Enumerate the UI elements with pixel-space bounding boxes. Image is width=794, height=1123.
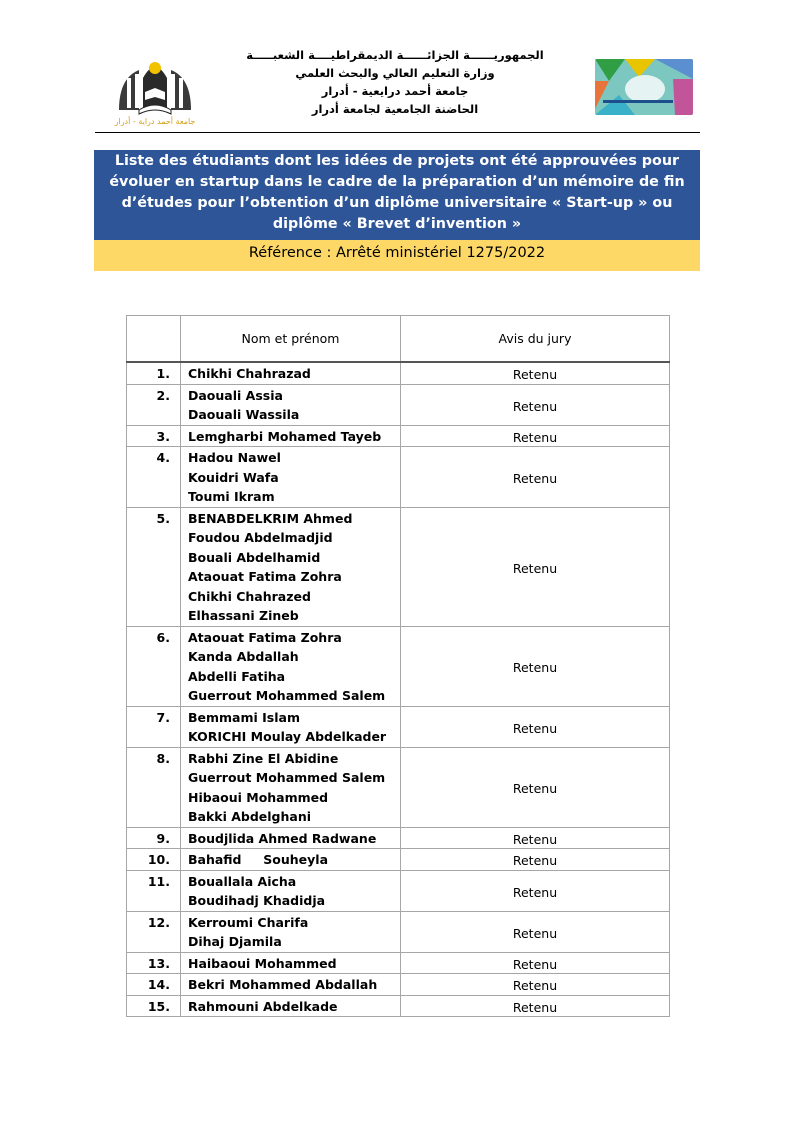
jury-decision: Retenu bbox=[401, 827, 670, 849]
row-number-text: 9. bbox=[156, 830, 170, 846]
row-number bbox=[127, 827, 181, 849]
student-name: Bouali Abdelhamid bbox=[188, 549, 321, 565]
student-name: Boudjlida Ahmed Radwane bbox=[188, 830, 377, 846]
row-number bbox=[127, 706, 181, 747]
student-name: Bouallala Aicha bbox=[188, 873, 297, 889]
student-name: Ataouat Fatima Zohra bbox=[188, 569, 342, 584]
jury-decision: Retenu bbox=[401, 974, 670, 996]
university-logo-icon bbox=[109, 48, 201, 126]
student-name: Foudou Abdelmadjid bbox=[188, 530, 333, 545]
title-text bbox=[94, 150, 700, 240]
row-number-text: 12. bbox=[147, 914, 170, 930]
row-number bbox=[127, 952, 181, 974]
title-line: diplôme « Brevet d’invention » bbox=[272, 216, 522, 232]
students-table bbox=[126, 315, 670, 1017]
student-name: Guerrout Mohammed Salem bbox=[188, 688, 386, 703]
header-avis: Avis du jury bbox=[401, 316, 670, 363]
jury-decision: Retenu bbox=[401, 747, 670, 827]
student-name: Bekri Mohammed Abdallah bbox=[188, 977, 378, 992]
student-names bbox=[181, 507, 401, 626]
row-number-text: 10. bbox=[147, 852, 170, 867]
table-row bbox=[127, 447, 670, 508]
student-name: Ataouat Fatima Zohra bbox=[188, 629, 342, 645]
student-name: Daouali Wassila bbox=[188, 407, 300, 422]
student-name: Boudihadj Khadidja bbox=[188, 893, 326, 908]
jury-decision: Retenu bbox=[401, 849, 670, 871]
student-name: Daouali Assia bbox=[188, 387, 283, 403]
table-row bbox=[127, 827, 670, 849]
student-name: Chikhi Chahrazad bbox=[188, 366, 311, 381]
row-number-text: 6. bbox=[156, 629, 170, 645]
table-row bbox=[127, 911, 670, 952]
student-name: KORICHI Moulay Abdelkader bbox=[188, 729, 387, 744]
student-name: Abdelli Fatiha bbox=[188, 668, 286, 684]
row-number-text: 5. bbox=[156, 510, 170, 526]
student-names bbox=[181, 425, 401, 447]
jury-decision: Retenu bbox=[401, 384, 670, 425]
row-number bbox=[127, 507, 181, 626]
jury-decision: Retenu bbox=[401, 362, 670, 384]
row-number bbox=[127, 425, 181, 447]
row-number-text: 14. bbox=[147, 977, 170, 992]
student-name: Elhassani Zineb bbox=[188, 608, 299, 623]
student-name: Rabhi Zine El Abidine bbox=[188, 750, 339, 766]
jury-decision: Retenu bbox=[401, 870, 670, 911]
title-line: évoluer en startup dans le cadre de la préparation d’un mémoire de fin bbox=[109, 174, 685, 190]
student-name: Lemgharbi Mohamed Tayeb bbox=[188, 428, 382, 444]
table-row bbox=[127, 849, 670, 871]
jury-decision: Retenu bbox=[401, 447, 670, 508]
student-names bbox=[181, 447, 401, 508]
university-line: جامعة أحمد درايعية - أدرار bbox=[321, 84, 469, 98]
title-line: d’études pour l’obtention d’un diplôme universitaire « Start-up » ou bbox=[121, 195, 673, 211]
row-number bbox=[127, 747, 181, 827]
row-number bbox=[127, 362, 181, 384]
student-names bbox=[181, 747, 401, 827]
student-names bbox=[181, 849, 401, 871]
student-name: Bemmami Islam bbox=[188, 709, 300, 725]
ministry-line: وزارة التعليم العالي والبحث العلمي bbox=[295, 66, 495, 80]
table-row bbox=[127, 747, 670, 827]
student-name: Hibaoui Mohammed bbox=[188, 789, 329, 805]
student-names bbox=[181, 911, 401, 952]
row-number-text: 4. bbox=[156, 450, 170, 465]
jury-decision: Retenu bbox=[401, 626, 670, 706]
row-number bbox=[127, 974, 181, 996]
jury-decision: Retenu bbox=[401, 706, 670, 747]
row-number-text: 8. bbox=[156, 750, 170, 766]
table-row bbox=[127, 706, 670, 747]
document-header bbox=[95, 40, 700, 130]
row-number bbox=[127, 447, 181, 508]
table-header-row bbox=[127, 316, 670, 363]
table-row bbox=[127, 952, 670, 974]
row-number-text: 15. bbox=[147, 998, 170, 1014]
student-name: Bakki Abdelghani bbox=[188, 809, 312, 824]
student-names bbox=[181, 974, 401, 996]
row-number-text: 11. bbox=[147, 873, 170, 889]
table-row bbox=[127, 507, 670, 626]
row-number-text: 3. bbox=[156, 428, 170, 444]
header-name: Nom et prénom bbox=[181, 316, 401, 363]
student-name: Kanda Abdallah bbox=[188, 649, 299, 664]
student-name: Kouidri Wafa bbox=[188, 469, 279, 485]
student-name: Hadou Nawel bbox=[188, 450, 281, 465]
student-name: Kerroumi Charifa bbox=[188, 914, 309, 930]
student-names bbox=[181, 995, 401, 1017]
student-name: Chikhi Chahrazed bbox=[188, 588, 311, 604]
row-number-text: 2. bbox=[156, 387, 170, 403]
row-number bbox=[127, 870, 181, 911]
republic-line: الجمهوريــــــة الجزائــــــة الديمقراطيــــة الشعبـــــة bbox=[246, 48, 544, 62]
student-names bbox=[181, 870, 401, 911]
jury-decision: Retenu bbox=[401, 911, 670, 952]
header-number bbox=[127, 316, 181, 363]
institution-header-text bbox=[225, 46, 565, 118]
title-banner bbox=[94, 150, 700, 271]
row-number-text: 1. bbox=[156, 366, 170, 381]
row-number bbox=[127, 911, 181, 952]
table-row bbox=[127, 870, 670, 911]
incubator-logo-icon bbox=[595, 59, 693, 115]
student-name: Toumi Ikram bbox=[188, 489, 275, 504]
row-number-text: 7. bbox=[156, 709, 170, 725]
student-names bbox=[181, 706, 401, 747]
incubator-line: الحاضنة الجامعية لجامعة أدرار bbox=[311, 102, 479, 116]
student-name: Guerrout Mohammed Salem bbox=[188, 770, 386, 785]
row-number bbox=[127, 849, 181, 871]
student-name: Bahafid Souheyla bbox=[188, 852, 329, 867]
student-names bbox=[181, 384, 401, 425]
table-row bbox=[127, 384, 670, 425]
student-name: BENABDELKRIM Ahmed bbox=[188, 510, 353, 526]
student-name: Dihaj Djamila bbox=[188, 934, 282, 949]
table-row bbox=[127, 995, 670, 1017]
row-number bbox=[127, 626, 181, 706]
jury-decision: Retenu bbox=[401, 507, 670, 626]
jury-decision: Retenu bbox=[401, 952, 670, 974]
student-name: Rahmouni Abdelkade bbox=[188, 998, 338, 1014]
row-number bbox=[127, 995, 181, 1017]
student-name: Haibaoui Mohammed bbox=[188, 955, 337, 971]
table-row bbox=[127, 362, 670, 384]
jury-decision: Retenu bbox=[401, 425, 670, 447]
svg-text:جامعة أحمد دراية - أدرار: جامعة أحمد دراية - أدرار bbox=[114, 117, 196, 126]
table-row bbox=[127, 425, 670, 447]
student-names bbox=[181, 952, 401, 974]
table-row bbox=[127, 626, 670, 706]
reference-line: Référence : Arrêté ministériel 1275/2022 bbox=[94, 240, 700, 271]
row-number-text: 13. bbox=[147, 955, 170, 971]
row-number bbox=[127, 384, 181, 425]
student-names bbox=[181, 362, 401, 384]
header-divider bbox=[95, 132, 700, 133]
student-names bbox=[181, 827, 401, 849]
title-line: Liste des étudiants dont les idées de projets ont été approuvées pour bbox=[114, 153, 680, 169]
student-names bbox=[181, 626, 401, 706]
jury-decision: Retenu bbox=[401, 995, 670, 1017]
table-row bbox=[127, 974, 670, 996]
